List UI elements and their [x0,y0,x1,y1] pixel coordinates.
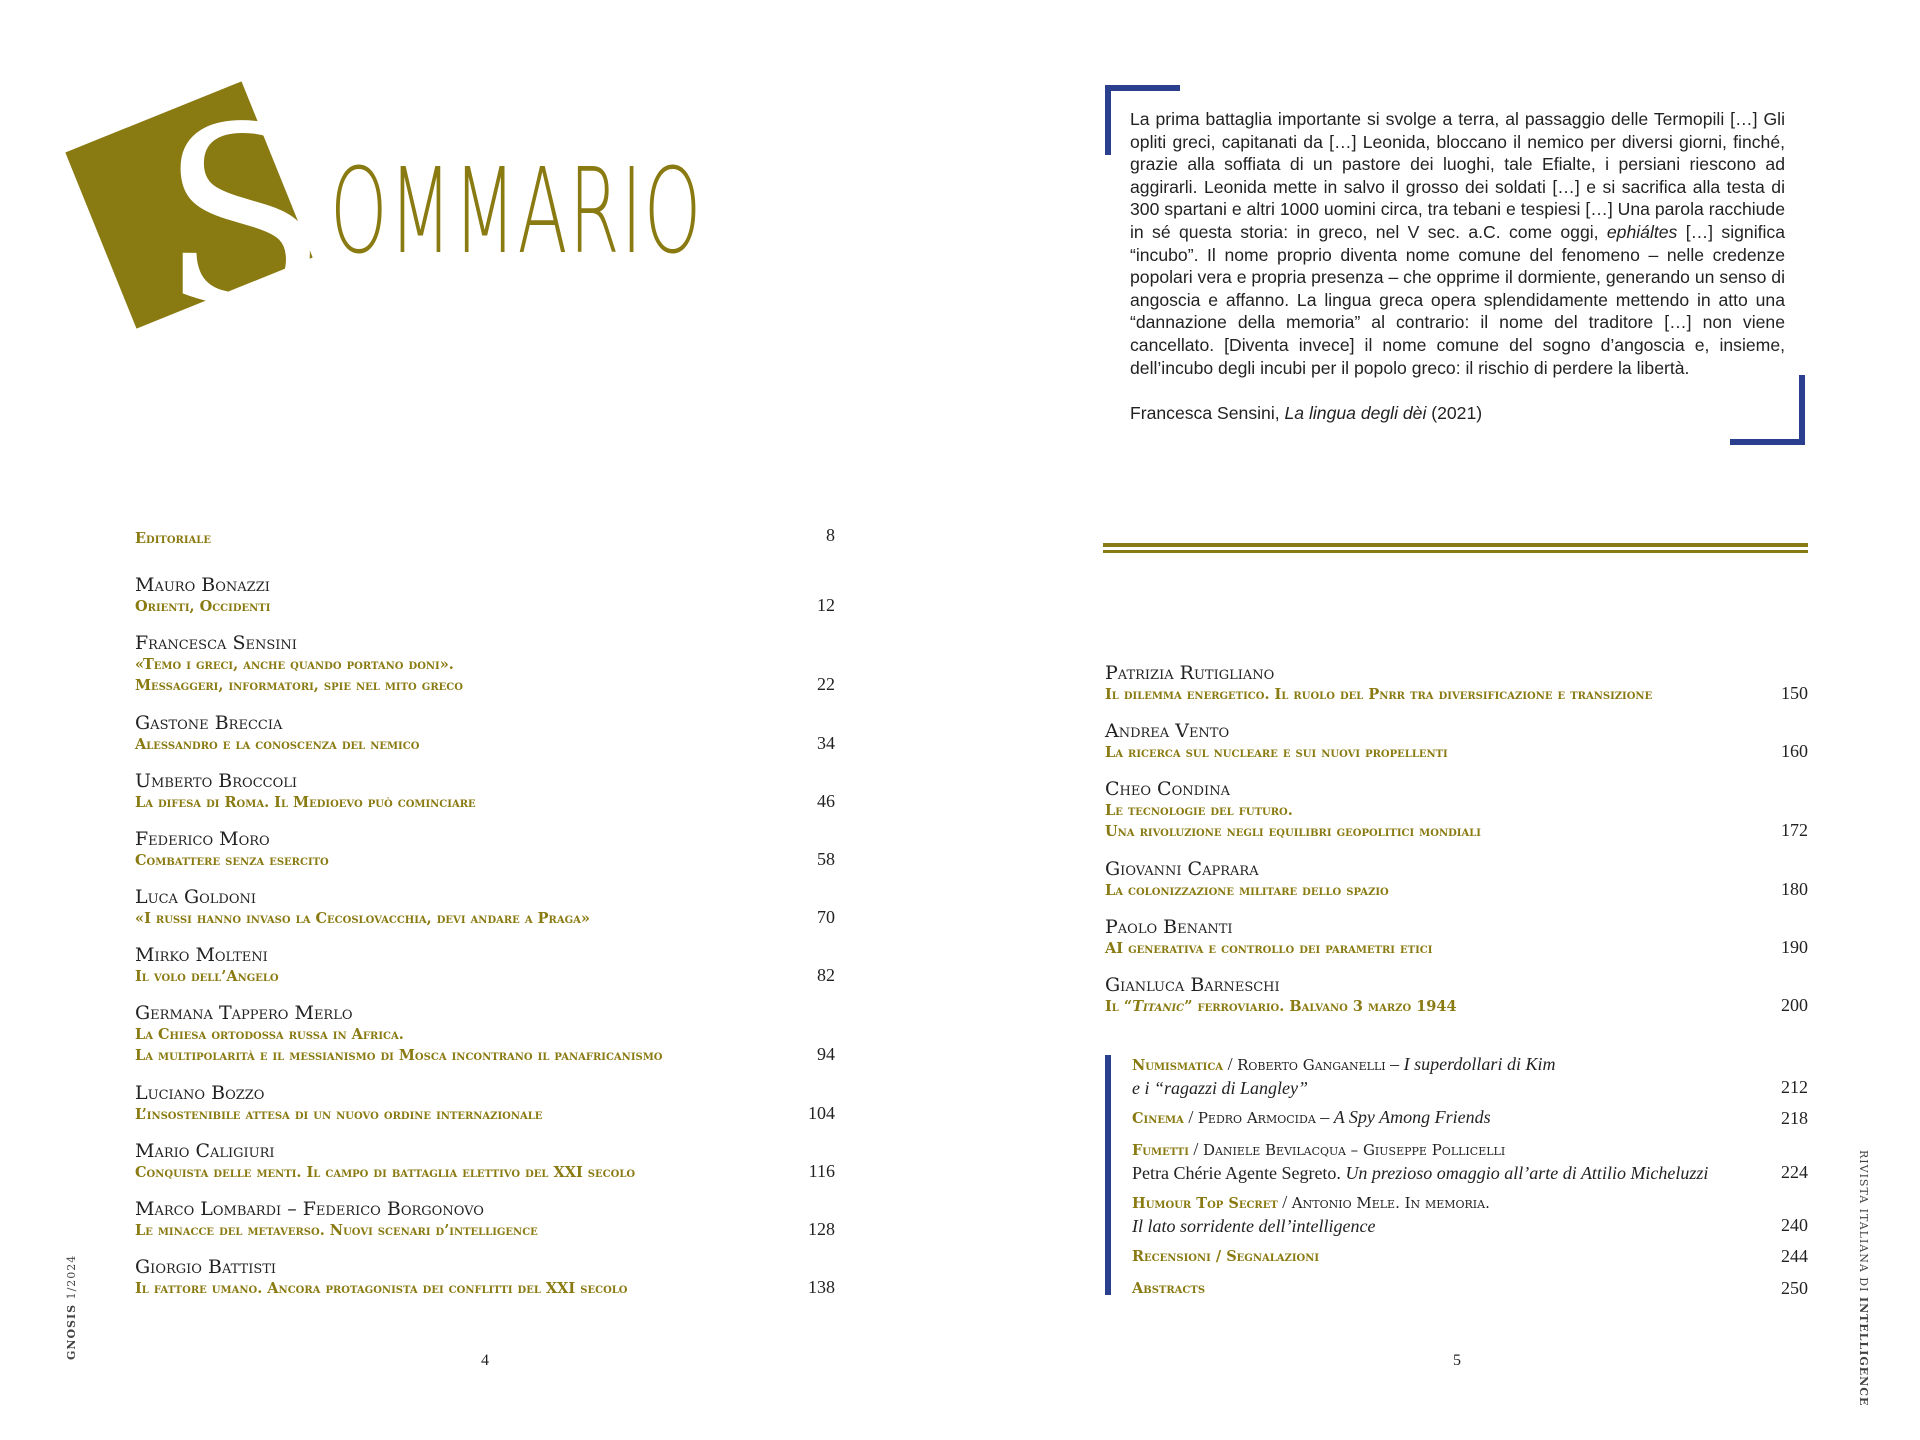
rubrica-title-line2: Il lato sorridente dell’intelligence [1132,1216,1376,1236]
toc-author: Paolo Benanti [1105,916,1233,938]
toc-page-number: 180 [1781,879,1808,899]
toc-article-title: «Temo i greci, anche quando portano doni». [135,656,454,673]
toc-page-number: 218 [1781,1108,1808,1128]
toc-article-title: Alessandro e la conoscenza del nemico [135,736,420,753]
toc-entry[interactable] [1105,858,1808,901]
journal-subtitle-bold: INTELLIGENCE [1857,1296,1870,1407]
rubrica-category: Humour Top Secret [1132,1195,1278,1212]
toc-article-title: La colonizzazione militare dello spazio [1105,882,1389,899]
rubrica-category: Cinema [1132,1110,1184,1127]
title-part-italic: Titanic [1132,998,1185,1015]
toc-entry[interactable] [135,1082,835,1125]
bracket-top-left [1105,85,1180,91]
rubrica-title-line2: e i “ragazzi di Langley” [1132,1078,1309,1098]
rubrica-line [1132,1106,1808,1130]
epigraph-quote [1105,85,1805,445]
toc-entry-editoriale[interactable] [135,525,835,547]
toc-article-title-line2: La multipolarità e il messianismo di Mosca incontrano il panafricanismo [135,1047,663,1064]
toc-entry[interactable] [135,1140,835,1183]
title-initial: S [160,75,328,360]
toc-article-title: Il volo dell’Angelo [135,968,279,985]
toc-entry[interactable] [135,828,835,871]
toc-page-number: 116 [808,1161,835,1181]
toc-editoriale-label: Editoriale [135,530,211,547]
toc-author: Luciano Bozzo [135,1082,265,1104]
quote-text-part: […] significa “incubo”. Il nome proprio diventa nome comune del fenomeno – nelle credenze popolari vera e propria presenza – che opprime il dormiente, generando un senso di angoscia e affanno. La lingua greca opera splendidamente mettendo in atto una “dannazione della memoria” al contrario: il nome del traditore […] non viene cancellato. [Diventa invece] il nome comune del sogno d’angoscia e, insieme, dell’incubo degli incubi per il popolo greco: il rischio di perdere la libertà. [1130,221,1785,378]
toc-entry[interactable] [135,632,835,696]
rubrica-category: Recensioni / Segnalazioni [1132,1248,1320,1265]
toc-page-number: 172 [1781,820,1808,840]
toc-page-number: 190 [1781,937,1808,957]
separator: / [1183,1107,1198,1127]
toc-article-title: La ricerca sul nucleare e sui nuovi propellenti [1105,744,1448,761]
toc-article-title: Il fattore umano. Ancora protagonista dei conflitti del XXI secolo [135,1280,628,1297]
toc-page-number: 8 [826,525,835,545]
toc-article-title: Combattere senza esercito [135,852,329,869]
citation-year: (2021) [1426,403,1483,423]
toc-author: Gastone Breccia [135,712,283,734]
separator: – [1385,1054,1404,1074]
toc-page-number: 250 [1781,1278,1808,1298]
toc-author: Cheo Condina [1105,778,1230,800]
toc-author: Patrizia Rutigliano [1105,662,1275,684]
rubrica-entry[interactable] [1132,1053,1808,1099]
toc-article-title: AI generativa e controllo dei parametri etici [1105,940,1433,957]
toc-entry[interactable] [1105,974,1808,1017]
rubrica-category: Numismatica [1132,1057,1224,1074]
separator: / [1188,1139,1203,1159]
toc-page-number: 244 [1781,1246,1808,1266]
toc-article-title-line2: Messaggeri, informatori, spie nel mito greco [135,677,463,694]
running-head-right [1857,1150,1870,1406]
toc-page-number: 12 [817,595,835,615]
rubrica-entry[interactable] [1132,1244,1808,1268]
toc-page-number: 128 [808,1219,835,1239]
toc-page-number: 82 [817,965,835,985]
rubrica-line [1132,1053,1808,1077]
toc-author: Umberto Broccoli [135,770,298,792]
toc-entry[interactable] [135,1256,835,1299]
toc-entry[interactable] [1105,662,1808,705]
rubrica-entry[interactable] [1132,1276,1808,1300]
toc-author: Mario Caligiuri [135,1140,275,1162]
toc-page-number: 22 [817,674,835,694]
rubrica-line [1132,1191,1808,1215]
toc-page-number: 46 [817,791,835,811]
toc-page-number: 104 [808,1103,835,1123]
rubrica-entry[interactable] [1132,1106,1808,1130]
toc-author: Germana Tappero Merlo [135,1002,353,1024]
rubrica-category: Abstracts [1132,1280,1206,1297]
rubrica-title: A Spy Among Friends [1333,1107,1491,1127]
toc-article-title: Il dilemma energetico. Il ruolo del Pnrr tra diversificazione e transizione [1105,686,1653,703]
toc-author: Federico Moro [135,828,270,850]
toc-entry[interactable] [1105,778,1808,842]
rubrica-title: Un prezioso omaggio all’arte di Attilio Micheluzzi [1345,1163,1709,1183]
rubriche-bar [1105,1055,1111,1295]
page-number-left: 4 [481,1352,489,1369]
toc-entry[interactable] [135,944,835,987]
rubrica-author: Antonio Mele. In memoria. [1291,1194,1490,1212]
toc-page-number: 58 [817,849,835,869]
toc-page-number: 34 [817,733,835,753]
toc-article-title: Orienti, Occidenti [135,598,271,615]
toc-entry[interactable] [1105,916,1808,959]
toc-article-title: Le tecnologie del futuro. [1105,802,1293,819]
toc-page-number: 224 [1781,1162,1808,1182]
toc-article-title: La Chiesa ortodossa russa in Africa. [135,1026,404,1043]
toc-article-title: La difesa di Roma. Il Medioevo può cominciare [135,794,476,811]
rubrica-author: Daniele Bevilacqua – Giuseppe Pollicelli [1202,1141,1506,1159]
toc-author: Francesca Sensini [135,632,297,654]
rubrica-title: I superdollari di Kim [1403,1054,1556,1074]
separator: / [1277,1192,1292,1212]
rubrica-line [1132,1138,1808,1162]
running-head-left [65,1255,78,1360]
toc-article-title: Le minacce del metaverso. Nuovi scenari d’intelligence [135,1222,538,1239]
toc-author: Mirko Molteni [135,944,268,966]
title-part: Il “ [1105,998,1133,1015]
toc-page-number: 94 [817,1044,835,1064]
toc-author: Marco Lombardi – Federico Borgonovo [135,1198,484,1220]
toc-author: Luca Goldoni [135,886,257,908]
quote-text-part: La prima battaglia importante si svolge a terra, al passaggio delle Termopili […] Gli opliti greci, capitanati da […] Leonida, bloccano il nemico per diversi giorni, finché, grazie alla soffiata di un pastore dei luoghi, tale Efialte, i persiani riescono ad aggirarli. Leonida mette in salvo il grosso dei soldati […] e si sacrifica alla testa di 300 spartani e altri 1000 uomini circa, tra tebani e tespiesi […] Una parola racchiude in sé questa storia: in greco, nel V sec. a.C. come oggi, [1130,109,1785,242]
bracket-bottom-right-vertical [1799,375,1805,445]
quote-text [1130,108,1785,379]
rubrica-line [1132,1244,1808,1268]
toc-entry[interactable] [135,1002,835,1066]
toc-entry[interactable] [135,770,835,813]
toc-page-number: 200 [1781,995,1808,1015]
quote-citation [1130,403,1482,424]
toc-article-title-line2: Una rivoluzione negli equilibri geopolitici mondiali [1105,823,1481,840]
toc-page-number: 150 [1781,683,1808,703]
toc-page-number: 160 [1781,741,1808,761]
toc-entry[interactable] [135,574,835,617]
toc-author: Giorgio Battisti [135,1256,277,1278]
toc-author: Andrea Vento [1105,720,1230,742]
journal-subtitle: RIVISTA ITALIANA DI [1857,1150,1870,1297]
toc-article-title: Conquista delle menti. Il campo di battaglia elettivo del XXI secolo [135,1164,636,1181]
rubrica-entry[interactable] [1132,1138,1808,1184]
toc-page-number: 212 [1781,1077,1808,1097]
double-rule-divider [1103,543,1808,553]
toc-page-number: 138 [808,1277,835,1297]
toc-author: Mauro Bonazzi [135,574,270,596]
toc-article-title [1105,996,1808,1017]
rubrica-category: Fumetti [1132,1142,1189,1159]
separator: – [1315,1107,1334,1127]
toc-page-number: 240 [1781,1215,1808,1235]
rubrica-title-plain: Petra Chérie Agente Segreto. [1132,1163,1346,1183]
rubrica-author: Pedro Armocida [1197,1109,1316,1127]
toc-entry[interactable] [135,712,835,755]
toc-entry[interactable] [135,886,835,929]
page-title: OMMARIO [330,142,703,280]
title-part: ” ferroviario. Balvano 3 marzo 1944 [1184,998,1457,1015]
bracket-top-left-vertical [1105,85,1111,155]
citation-author: Francesca Sensini, [1130,403,1285,423]
toc-entry[interactable] [135,1198,835,1241]
page-number-right: 5 [1453,1352,1461,1369]
journal-name: GNOSIS [65,1303,78,1360]
rubrica-entry[interactable] [1132,1191,1808,1237]
bracket-bottom-right [1730,439,1805,445]
rubrica-line2 [1132,1162,1808,1184]
rubrica-line [1132,1276,1808,1300]
toc-page-number: 70 [817,907,835,927]
rubrica-author: Roberto Ganganelli [1237,1056,1386,1074]
separator: / [1223,1054,1238,1074]
toc-entry[interactable] [1105,720,1808,763]
quote-text-italic: ephiáltes [1606,221,1678,242]
toc-article-title: L’insostenibile attesa di un nuovo ordine internazionale [135,1106,543,1123]
toc-article-title: «I russi hanno invaso la Cecoslovacchia, devi andare a Praga» [135,910,590,927]
toc-author: Giovanni Caprara [1105,858,1259,880]
journal-issue: 1/2024 [65,1254,78,1304]
toc-author: Gianluca Barneschi [1105,974,1280,996]
citation-title: La lingua degli dèi [1284,403,1427,423]
